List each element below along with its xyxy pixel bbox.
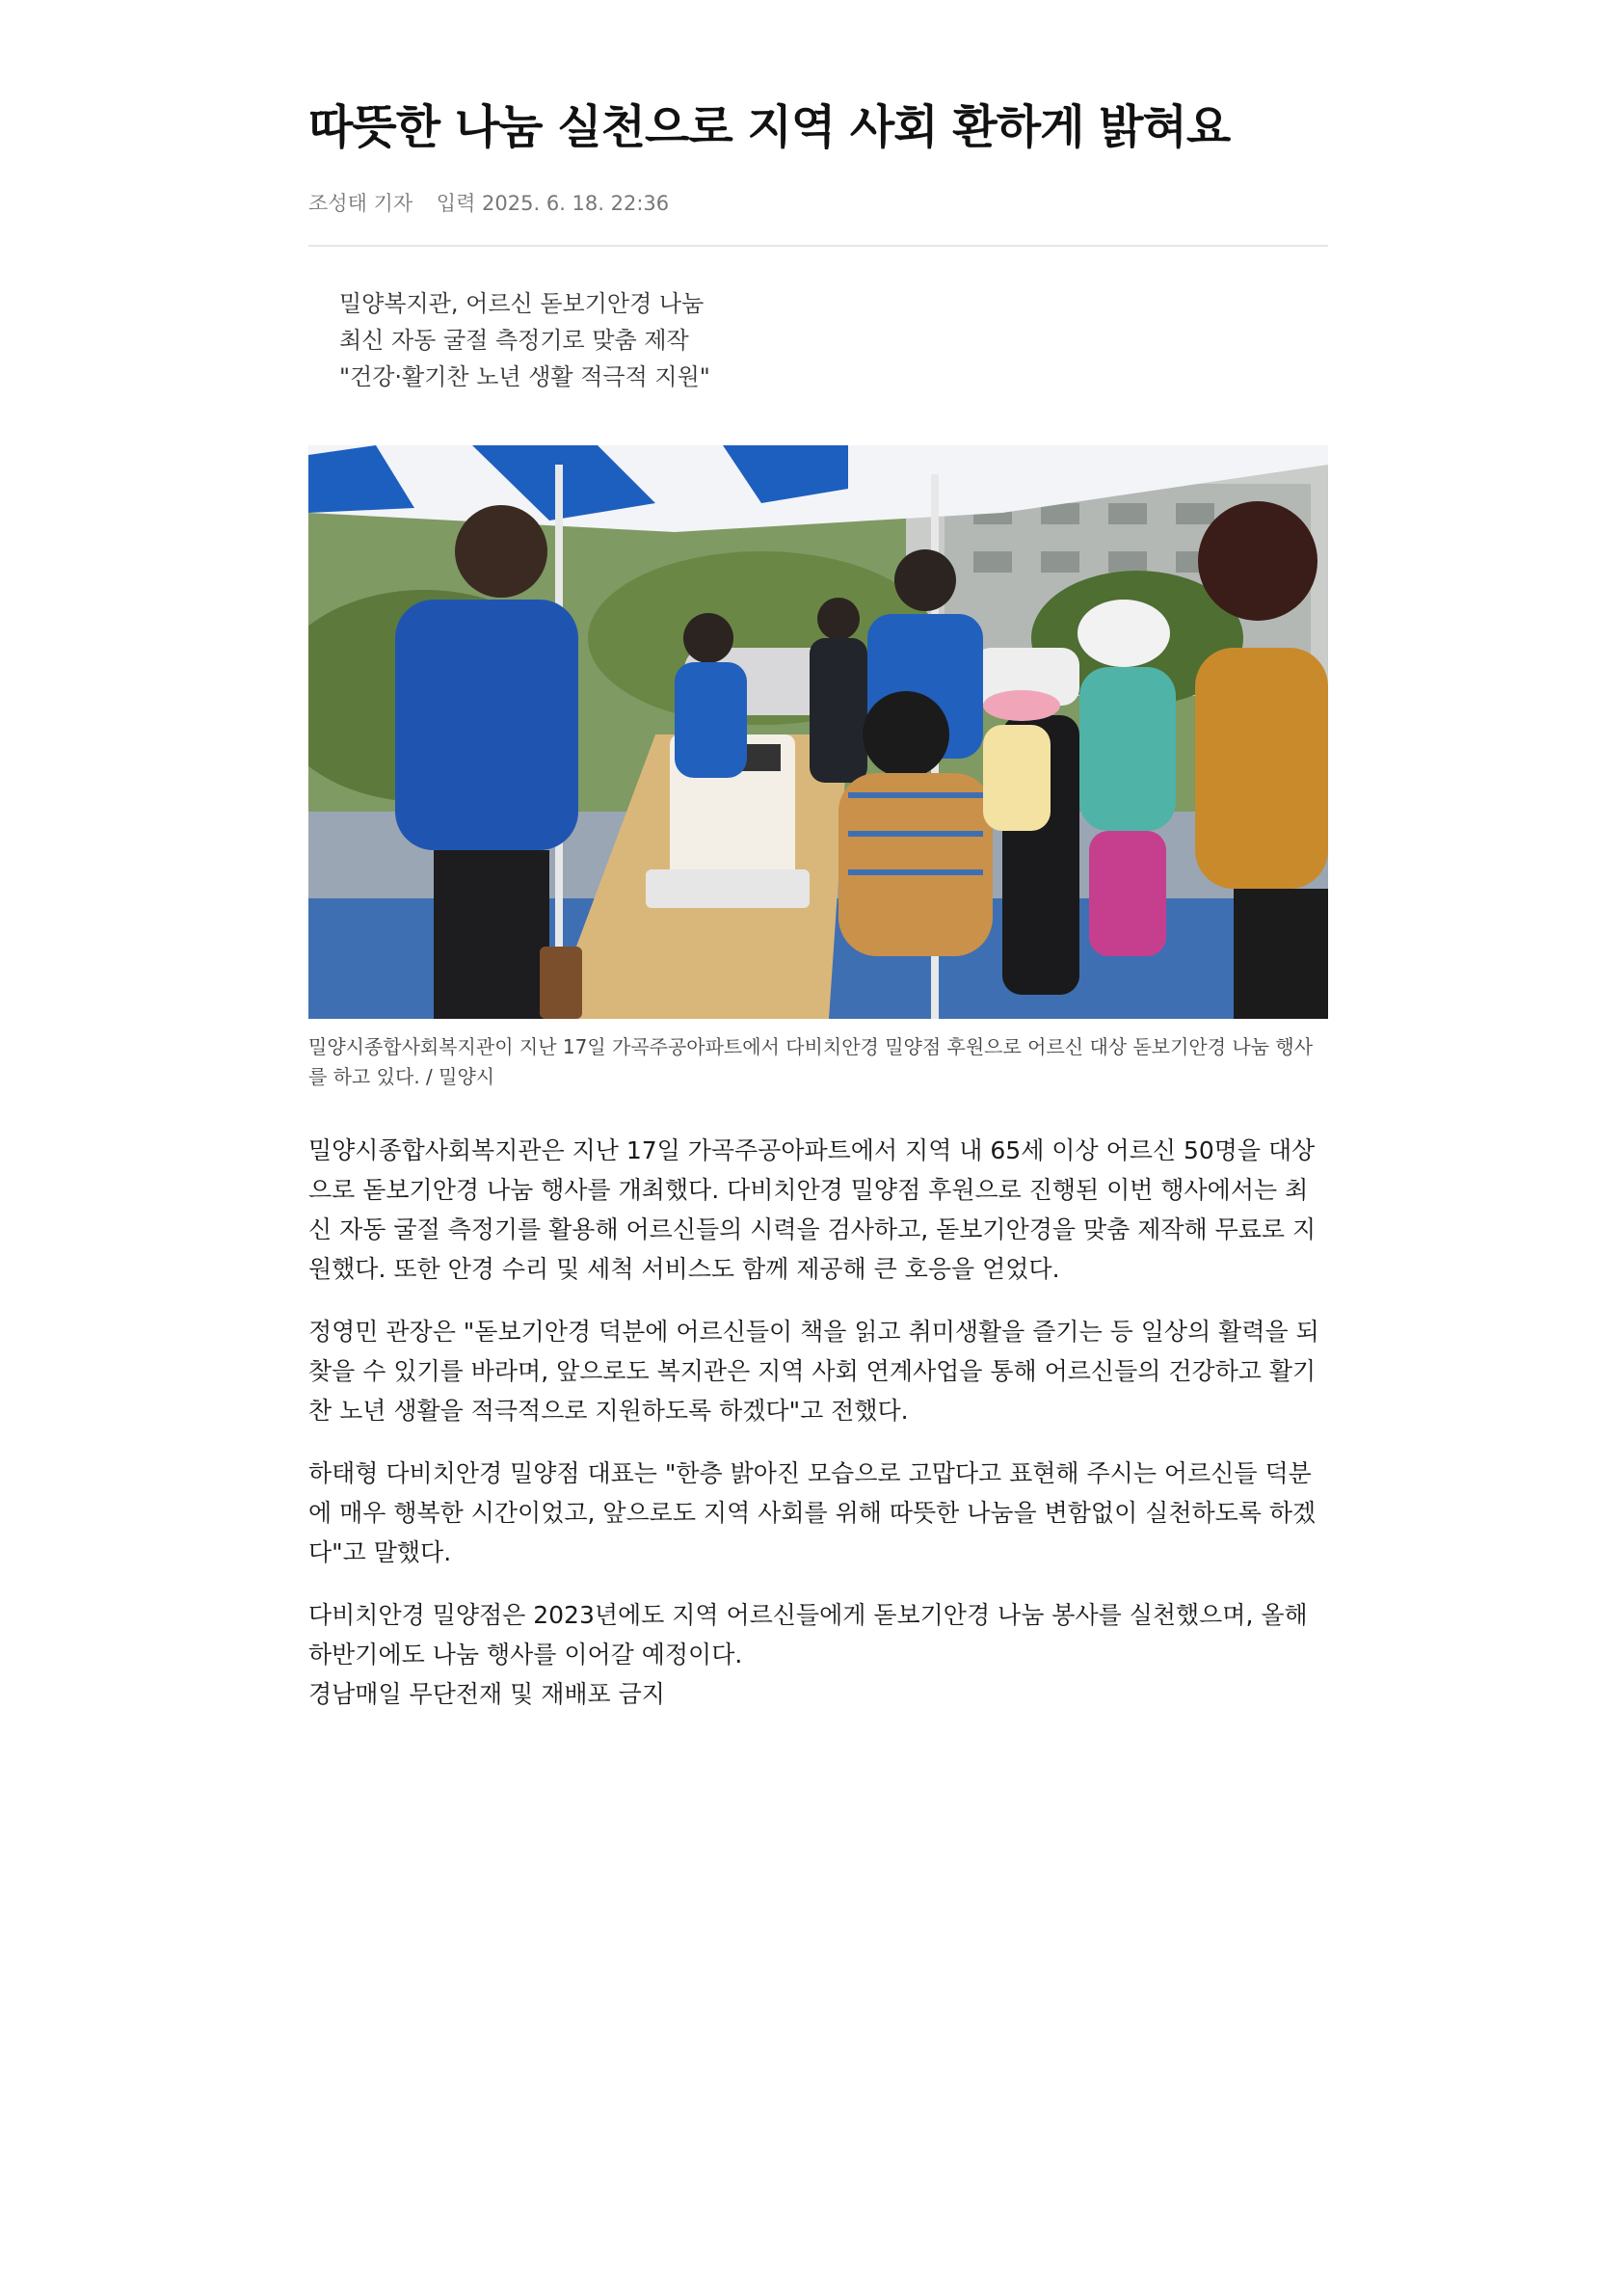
article-body <box>308 1131 1328 1714</box>
event-photo-illustration <box>308 445 1328 1019</box>
subhead: 최신 자동 굴절 측정기로 맞춤 제작 <box>339 327 689 354</box>
reporter-name[interactable]: 조성태 기자 <box>308 192 413 215</box>
body-paragraph: 밀양시종합사회복지관은 지난 17일 가곡주공아파트에서 지역 내 65세 이상 어르신 50명을 대상으로 돋보기안경 나눔 행사를 개최했다. 다비치안경 밀양점 후원으로 진행된 이번 행사에서는 최신 자동 굴절 측정기를 활용해 어르신들의 시력을 검사하고, 돋보기안경을 맞춤 제작해 무료로 지원했다. 또한 안경 수리 및 세척 서비스도 함께 제공해 큰 호응을 얻었다. <box>308 1136 1317 1283</box>
copyright-notice: 경남매일 무단전재 및 재배포 금지 <box>308 1680 665 1708</box>
body-paragraph: 다비치안경 밀양점은 2023년에도 지역 어르신들에게 돋보기안경 나눔 봉사를 실천했으며, 올해 하반기에도 나눔 행사를 이어갈 예정이다. <box>308 1601 1308 1669</box>
article-headline: 따뜻한 나눔 실천으로 지역 사회 환하게 밝혀요 <box>308 100 1231 154</box>
article-meta <box>308 189 1328 218</box>
body-paragraph: 하태형 다비치안경 밀양점 대표는 "한층 밝아진 모습으로 고맙다고 표현해 주시는 어르신들 덕분에 매우 행복한 시간이었고, 앞으로도 지역 사회를 위해 따뜻한 나눔을 변함없이 실천하도록 하겠다"고 말했다. <box>308 1459 1317 1566</box>
published-date: 입력 2025. 6. 18. 22:36 <box>436 192 670 215</box>
subhead: 밀양복지관, 어르신 돋보기안경 나눔 <box>339 290 705 317</box>
header-divider <box>308 245 1328 247</box>
subhead: "건강·활기찬 노년 생활 적극적 지원" <box>339 363 710 390</box>
article-photo[interactable] <box>308 445 1328 1019</box>
article <box>308 93 1328 1737</box>
article-subheads <box>308 285 1328 395</box>
body-paragraph: 정영민 관장은 "돋보기안경 덕분에 어르신들이 책을 읽고 취미생활을 즐기는 등 일상의 활력을 되찾을 수 있기를 바라며, 앞으로도 복지관은 지역 사회 연계사업을 통해 어르신들의 건강하고 활기찬 노년 생활을 적극적으로 지원하도록 하겠다"고 전했다. <box>308 1318 1319 1425</box>
photo-caption: 밀양시종합사회복지관이 지난 17일 가곡주공아파트에서 다비치안경 밀양점 후원으로 어르신 대상 돋보기안경 나눔 행사를 하고 있다. / 밀양시 <box>308 1035 1314 1088</box>
